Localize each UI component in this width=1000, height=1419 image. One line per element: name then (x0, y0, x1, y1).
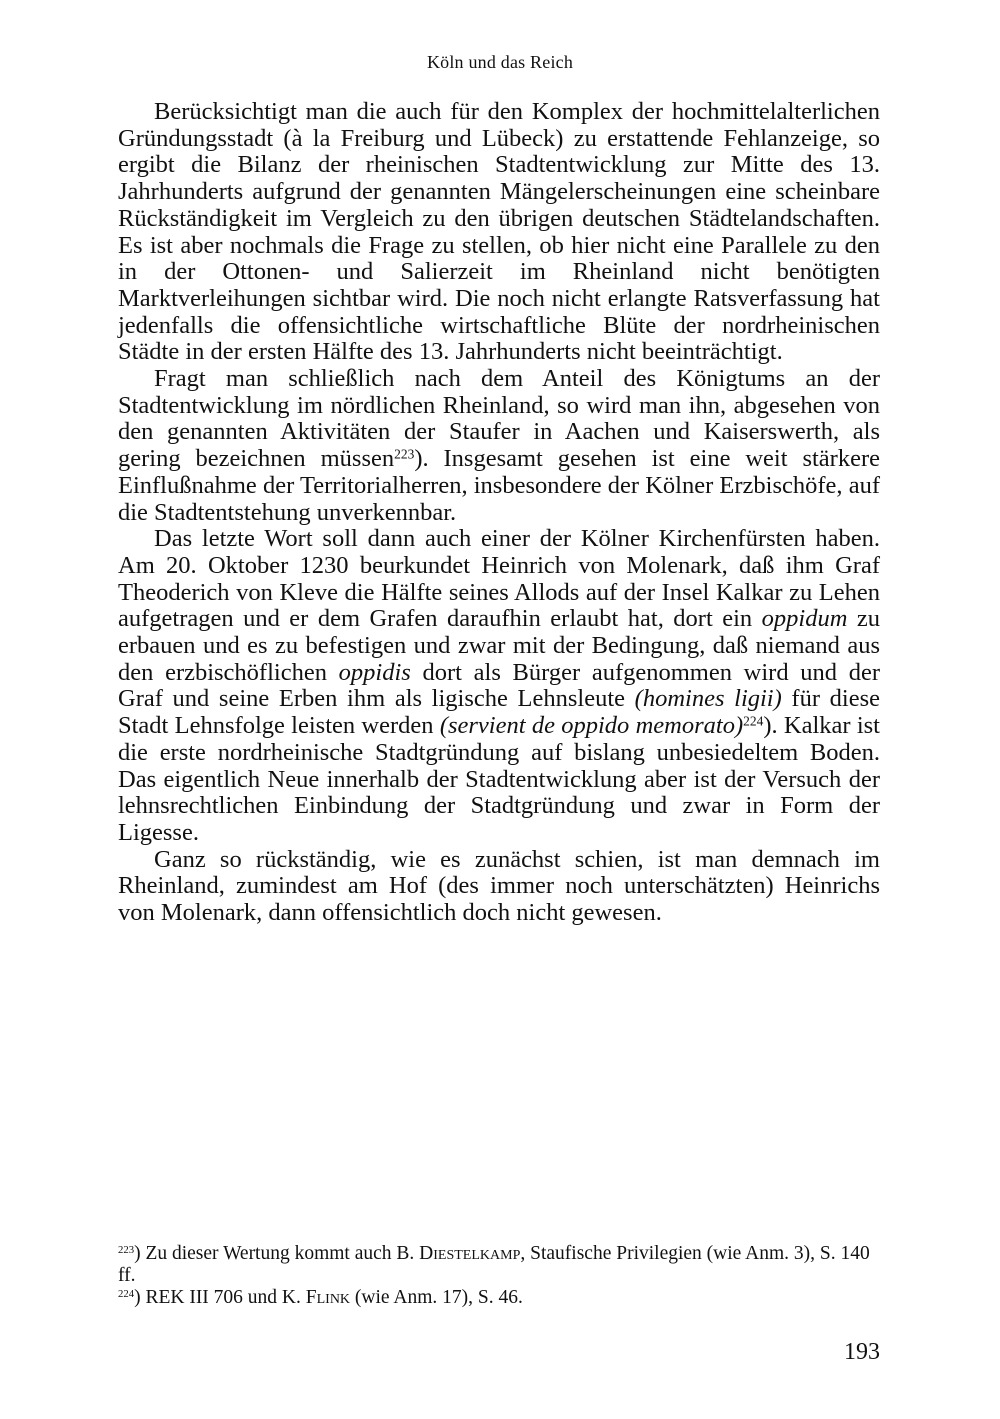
running-head: Köln und das Reich (426, 52, 574, 72)
page-number: 193 (844, 1339, 880, 1365)
text-run: zu erbauen und es zu befestigen und zwar mit der Bedingung, daß niemand aus den erzbischöflichen (118, 605, 881, 686)
text-run: für diese Stadt Lehnsfolge leisten werden (118, 685, 880, 740)
paragraph-2 (118, 366, 880, 526)
text-run: (wie Anm. 17), S. 46. (350, 1287, 523, 1308)
author-name: Flink (305, 1287, 351, 1308)
italic-term: oppidis (338, 658, 411, 686)
footnote-ref: 224 (743, 713, 764, 729)
text-run: ) REK III 706 und K. (134, 1287, 306, 1308)
footnote-ref: 224 (118, 1288, 135, 1301)
italic-term: (homines ligii) (634, 685, 782, 713)
text-run: ) Zu dieser Wertung kommt auch B. (134, 1243, 420, 1264)
footnote-ref: 223 (394, 446, 415, 462)
footnote-224 (118, 1287, 880, 1309)
text-run: Das letzte Wort soll dann auch einer der Kölner Kirchenfürsten haben. Am 20. Oktober 1230 beurkundet Heinrich von Molenark, daß ihm Graf Theoderich von Kleve die Hälfte seines Allods auf der Insel Kalkar zu Lehen aufgetragen und er dem Grafen daraufhin erlaubt hat, dort ein (118, 525, 880, 633)
text-run: dort als Bürger aufgenommen wird und der Graf und seine Erben ihm als ligische Lehnsleute (118, 658, 880, 713)
text-run: Fragt man schließlich nach dem Anteil des Königtums an der Stadtentwicklung im nördlichen Rheinland, so wird man ihn, abgesehen von den genannten Aktivitäten der Staufer in Aachen und Kaiserswerth, als gering bezeichnen müssen (118, 365, 880, 473)
italic-term: (servient de oppido memorato) (439, 712, 744, 740)
text-run: , Staufische Privilegien (wie Anm. 3), S. 140 ff. (118, 1243, 870, 1286)
italic-term: oppidum (761, 605, 848, 633)
footnotes (118, 1243, 880, 1309)
text-run: ). Insgesamt gesehen ist eine weit stärkere Einflußnahme der Territorialherren, insbesondere der Kölner Erzbischöfe, auf die Stadtentstehung unverkennbar. (118, 445, 880, 526)
text-run: Berücksichtigt man die auch für den Komplex der hochmittelalterlichen Gründungsstadt (à la Freiburg und Lübeck) zu erstattende Fehlanzeige, so ergibt die Bilanz der rheinischen Stadtentwicklung zur Mitte des 13. Jahrhunderts aufgrund der genannten Mängelerscheinungen eine scheinbare Rückständigkeit im Vergleich zu den übrigen deutschen Städtelandschaften. Es ist aber nochmals die Frage zu stellen, ob hier nicht eine Parallele zu den in der Ottonen- und Salierzeit im Rheinland nicht benötigten Marktverleihungen sichtbar wird. Die noch nicht erlangte Ratsverfassung hat jedenfalls die offensichtliche wirtschaftliche Blüte der nordrheinischen Städte in der ersten Hälfte des 13. Jahrhunderts nicht beeinträchtigt. (118, 98, 880, 366)
author-name: Diestelkamp (419, 1243, 521, 1264)
footnote-223 (118, 1243, 880, 1287)
text-run: ). Kalkar ist die erste nordrheinische Stadtgründung auf bislang unbesiedeltem Boden. Das eigentlich Neue innerhalb der Stadtentwicklung aber ist der Versuch der lehnsrechtlichen Einbindung der Stadtgründung und zwar in Form der Ligesse. (118, 712, 880, 846)
body-text (118, 99, 880, 927)
paragraph-1 (118, 99, 880, 366)
paragraph-3 (118, 526, 880, 846)
footnote-ref: 223 (118, 1244, 135, 1257)
paragraph-4 (118, 847, 880, 927)
text-run: Ganz so rückständig, wie es zunächst schien, ist man demnach im Rheinland, zumindest am Hof (des immer noch unterschätzten) Heinrichs von Molenark, dann offensichtlich doch nicht gewesen. (118, 845, 880, 927)
